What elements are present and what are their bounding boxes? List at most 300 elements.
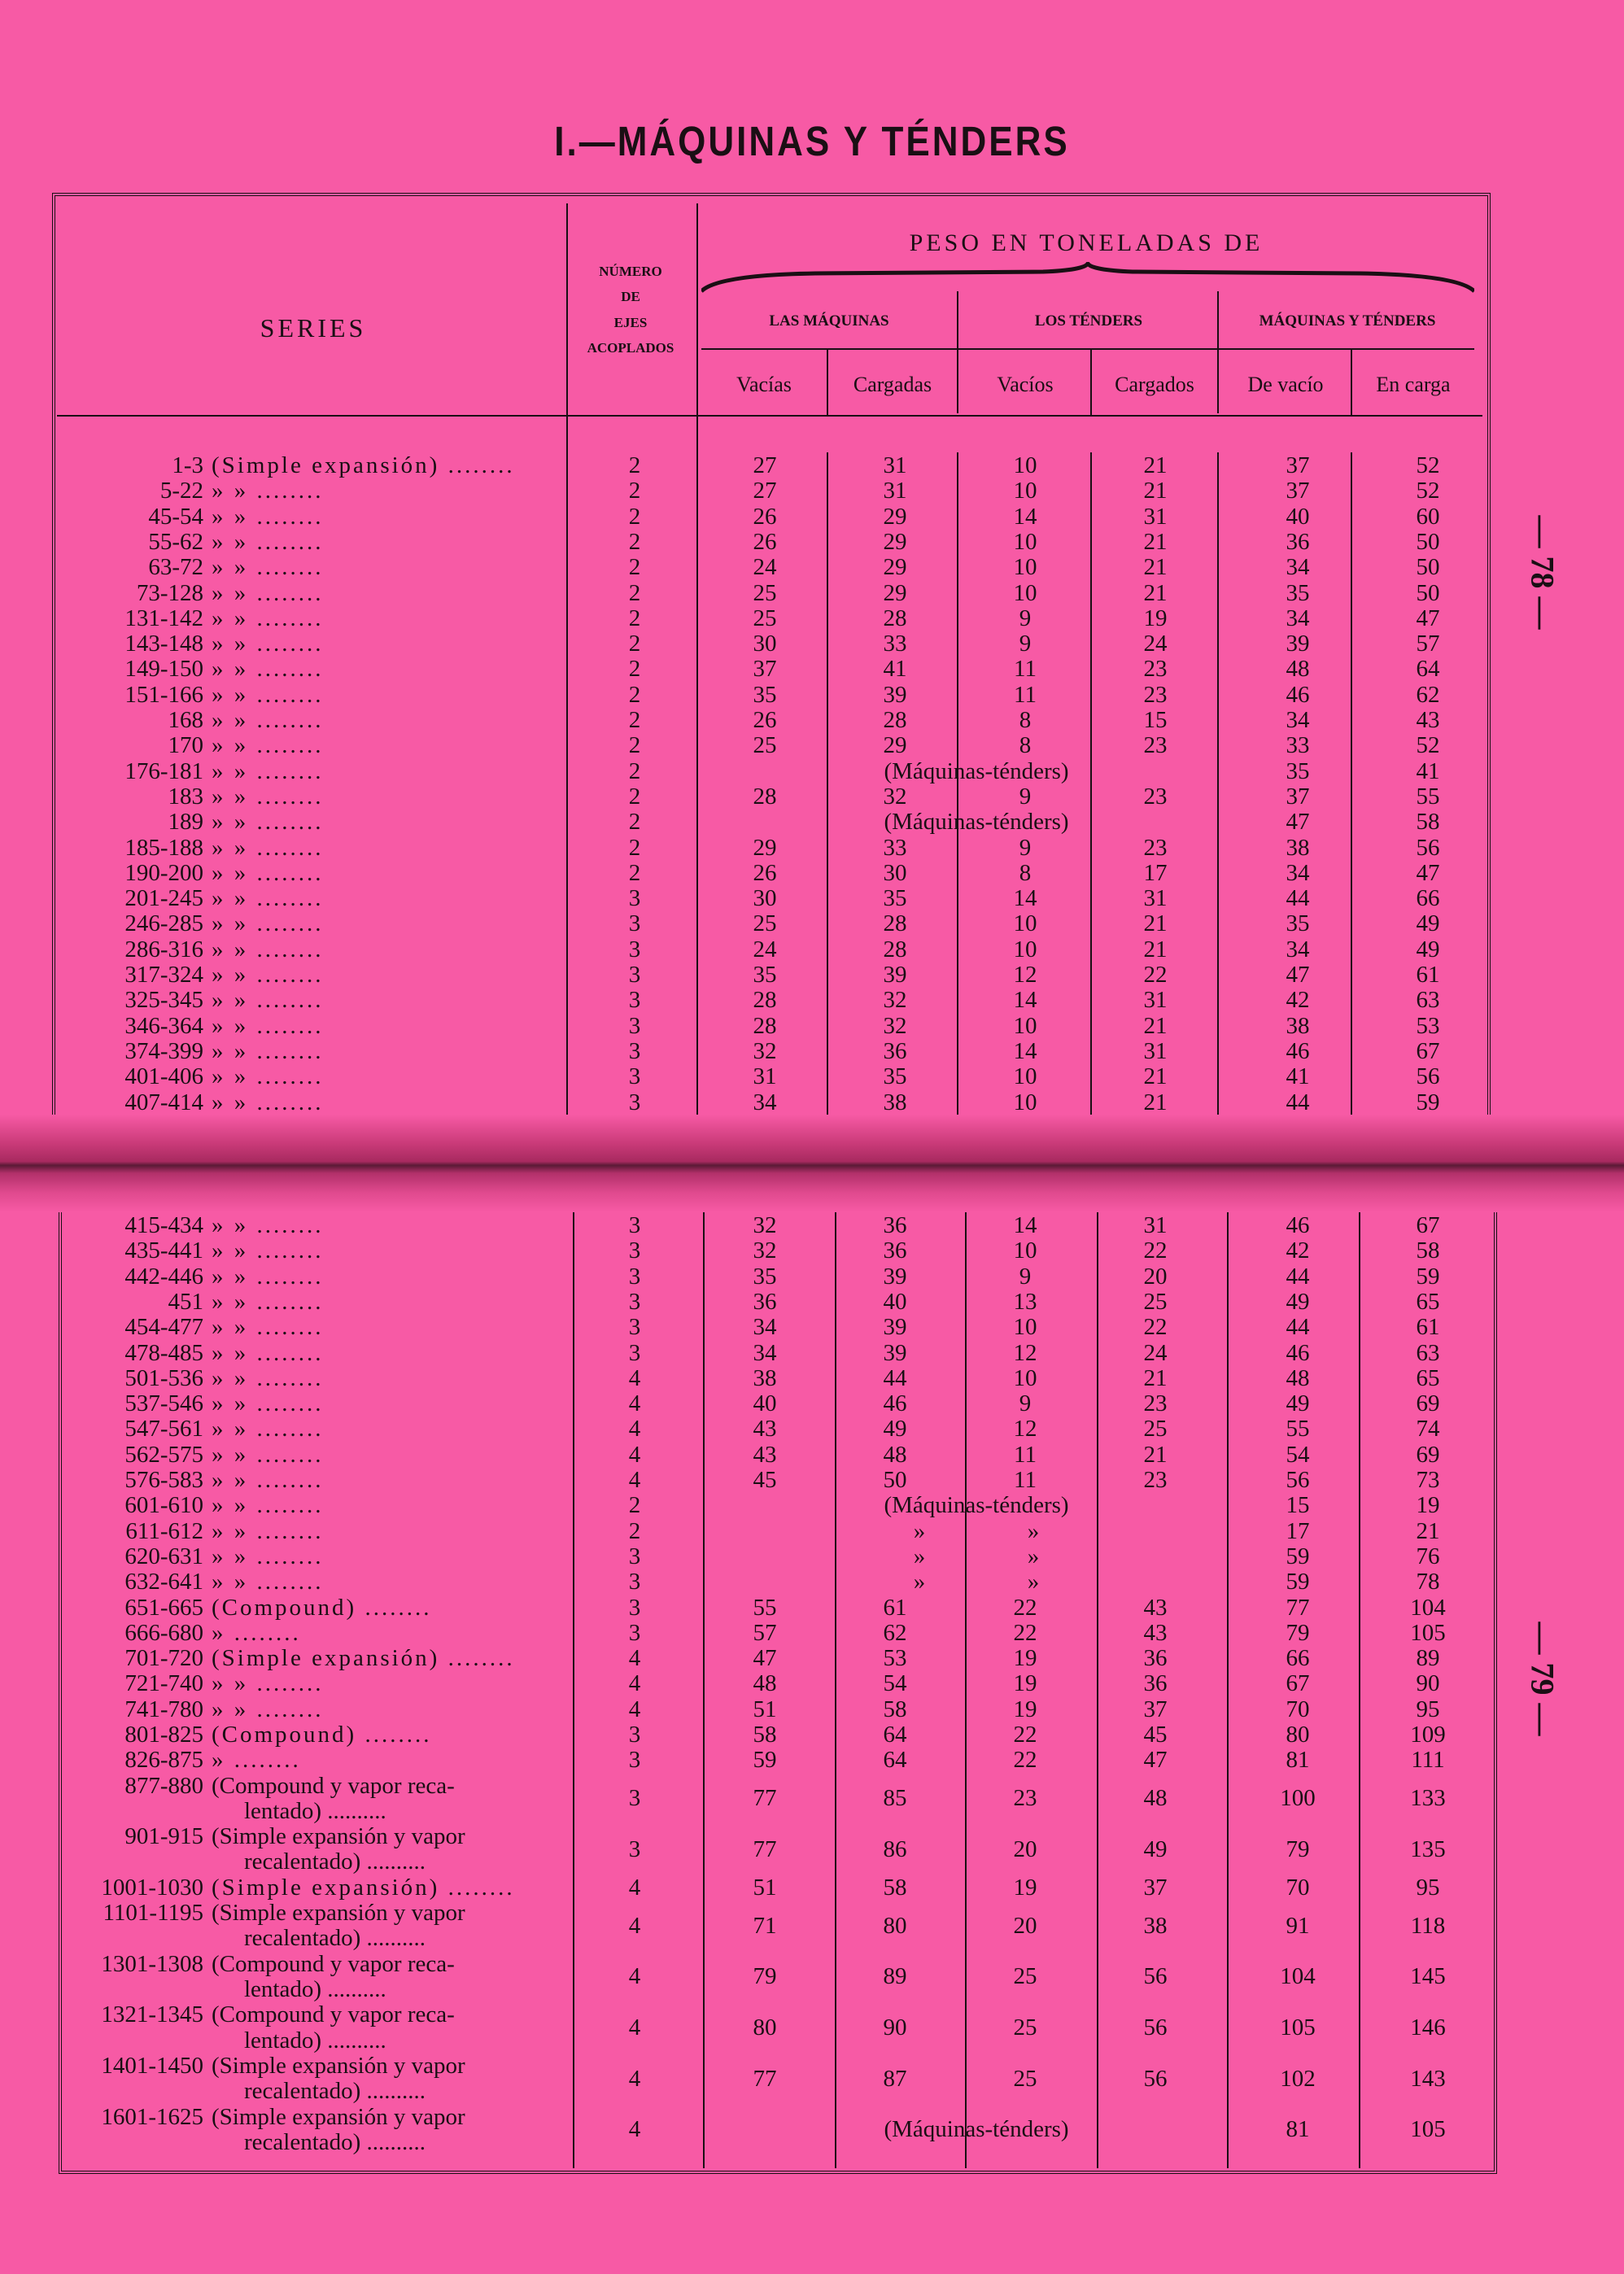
series-cell: 407-414 — [124, 1089, 203, 1115]
value-cell: 56 — [1286, 1467, 1310, 1493]
value-cell: 48 — [883, 1441, 907, 1468]
ditto-cell: » — [913, 1543, 926, 1569]
ditto-cell: » — [1027, 1517, 1040, 1544]
series-cell: 415-434 — [124, 1212, 203, 1238]
table-row — [0, 1722, 1624, 1748]
value-cell: 25 — [753, 605, 777, 631]
value-cell: 22 — [1143, 1237, 1168, 1264]
value-cell: 32 — [753, 1212, 777, 1238]
value-cell: 44 — [1286, 885, 1310, 912]
value-cell: 44 — [1286, 1263, 1310, 1290]
value-cell: 21 — [1416, 1517, 1440, 1544]
value-cell: 44 — [1286, 1314, 1310, 1341]
value-cell: 34 — [1286, 707, 1310, 733]
value-cell: 43 — [1416, 707, 1440, 733]
value-cell: 59 — [1286, 1543, 1310, 1569]
value-cell: 56 — [1416, 834, 1440, 861]
description-cell: (Compound y vapor reca- — [212, 1950, 455, 1977]
series-cell: 741-780 — [124, 1696, 203, 1722]
value-cell: 49 — [883, 1416, 907, 1443]
description-cell: » » ........ — [212, 554, 324, 581]
axles-cell: 4 — [628, 1670, 641, 1697]
table-row — [0, 656, 1624, 682]
value-cell: 13 — [1013, 1288, 1037, 1315]
description-cell: » » ........ — [212, 1416, 324, 1443]
header-col-cargadas: Cargadas — [853, 373, 932, 396]
description-cell: lentado) .......... — [244, 2027, 386, 2054]
value-cell: 51 — [753, 1696, 777, 1722]
value-cell: 21 — [1143, 936, 1168, 962]
page-number-upper: — 78 — — [1524, 515, 1561, 630]
value-cell: 31 — [1143, 1212, 1168, 1238]
value-cell: 39 — [883, 962, 907, 988]
value-cell: 24 — [1143, 631, 1168, 657]
value-cell: 11 — [1014, 681, 1037, 708]
value-cell: 70 — [1286, 1696, 1310, 1722]
value-cell: 59 — [753, 1747, 777, 1774]
series-cell: 374-399 — [124, 1037, 203, 1064]
series-cell: 651-665 — [124, 1594, 203, 1621]
value-cell: 80 — [1286, 1722, 1310, 1748]
value-cell: 22 — [1013, 1747, 1037, 1774]
value-cell: 19 — [1013, 1696, 1037, 1722]
value-cell: 53 — [1416, 1012, 1440, 1039]
axles-cell: 2 — [628, 656, 641, 683]
header-group-maquinas: LAS MÁQUINAS — [769, 312, 889, 330]
value-cell: 19 — [1143, 605, 1168, 631]
axles-cell: 3 — [628, 1835, 641, 1862]
value-cell: 35 — [883, 885, 907, 912]
series-cell: 346-364 — [124, 1012, 203, 1039]
series-cell: 55-62 — [148, 528, 203, 555]
value-cell: 62 — [883, 1619, 907, 1646]
value-cell: 67 — [1286, 1670, 1310, 1697]
value-cell: 58 — [1416, 809, 1440, 836]
value-cell: 90 — [883, 2014, 907, 2040]
value-cell: 80 — [753, 2014, 777, 2040]
axles-cell: 2 — [628, 605, 641, 631]
value-cell: 35 — [1286, 757, 1310, 784]
description-cell: » » ........ — [212, 656, 324, 683]
col-divider — [1217, 291, 1219, 413]
value-cell: 56 — [1143, 2014, 1168, 2040]
table-row — [0, 1467, 1624, 1493]
value-cell: 29 — [883, 528, 907, 555]
axles-cell: 2 — [628, 1517, 641, 1544]
table-row — [0, 2104, 1624, 2155]
note-cell: (Máquinas-ténders) — [884, 757, 1069, 784]
axles-cell: 4 — [628, 1874, 641, 1901]
series-cell: 826-875 — [124, 1747, 203, 1774]
table-row — [0, 2001, 1624, 2053]
series-cell: 170 — [168, 732, 203, 759]
value-cell: 111 — [1411, 1747, 1445, 1774]
description-cell: » » ........ — [212, 1492, 324, 1519]
series-cell: 246-285 — [124, 910, 203, 937]
value-cell: 36 — [1143, 1645, 1168, 1672]
value-cell: 22 — [1143, 1314, 1168, 1341]
value-cell: 32 — [753, 1237, 777, 1264]
value-cell: 64 — [883, 1747, 907, 1774]
series-cell: 1321-1345 — [101, 2001, 203, 2028]
table-row — [0, 707, 1624, 733]
value-cell: 47 — [1286, 809, 1310, 836]
value-cell: 61 — [1416, 962, 1440, 988]
value-cell: 31 — [1143, 1037, 1168, 1064]
series-cell: 562-575 — [124, 1441, 203, 1468]
value-cell: 33 — [883, 834, 907, 861]
value-cell: 12 — [1013, 962, 1037, 988]
note-cell: (Máquinas-ténders) — [884, 809, 1069, 836]
axles-cell: 4 — [628, 1441, 641, 1468]
value-cell: 10 — [1013, 1237, 1037, 1264]
description-cell: (Simple expansión) ........ — [212, 452, 515, 478]
value-cell: 59 — [1416, 1089, 1440, 1115]
value-cell: 25 — [1013, 2065, 1037, 2092]
table-row — [0, 835, 1624, 861]
value-cell: 39 — [1286, 631, 1310, 657]
table-row — [0, 478, 1624, 504]
value-cell: 74 — [1416, 1416, 1440, 1443]
value-cell: 43 — [1143, 1594, 1168, 1621]
description-cell: (Compound y vapor reca- — [212, 2001, 455, 2028]
value-cell: 55 — [1416, 783, 1440, 810]
value-cell: 79 — [1286, 1835, 1310, 1862]
value-cell: 33 — [1286, 732, 1310, 759]
value-cell: 56 — [1416, 1063, 1440, 1090]
value-cell: 22 — [1013, 1594, 1037, 1621]
value-cell: 43 — [753, 1441, 777, 1468]
table-row — [0, 1289, 1624, 1315]
header-peso: PESO EN TONELADAS DE — [909, 229, 1264, 256]
value-cell: 58 — [883, 1874, 907, 1901]
table-row — [0, 504, 1624, 530]
value-cell: 64 — [1416, 656, 1440, 683]
description-cell: » » ........ — [212, 809, 324, 836]
axles-cell: 3 — [628, 1012, 641, 1039]
axles-cell: 3 — [628, 1569, 641, 1595]
value-cell: 39 — [883, 1263, 907, 1290]
value-cell: 76 — [1416, 1543, 1440, 1569]
value-cell: 39 — [883, 1339, 907, 1366]
description-cell: » » ........ — [212, 859, 324, 886]
value-cell: 40 — [753, 1390, 777, 1417]
series-cell: 451 — [168, 1288, 203, 1315]
value-cell: 79 — [1286, 1619, 1310, 1646]
description-cell: » » ........ — [212, 1089, 324, 1115]
axles-cell: 2 — [628, 452, 641, 478]
description-cell: » » ........ — [212, 1467, 324, 1493]
value-cell: 25 — [753, 910, 777, 937]
value-cell: 9 — [1019, 631, 1032, 657]
value-cell: 11 — [1014, 1467, 1037, 1493]
axles-cell: 2 — [628, 528, 641, 555]
header-col-vacias: Vacías — [736, 373, 792, 396]
value-cell: 19 — [1013, 1645, 1037, 1672]
value-cell: 30 — [753, 631, 777, 657]
axles-cell: 2 — [628, 1492, 641, 1519]
value-cell: 71 — [753, 1912, 777, 1939]
description-cell: » » ........ — [212, 757, 324, 784]
value-cell: 56 — [1143, 2065, 1168, 2092]
axles-cell: 3 — [628, 1314, 641, 1341]
value-cell: 143 — [1410, 2065, 1446, 2092]
value-cell: 32 — [753, 1037, 777, 1064]
table-row — [0, 452, 1624, 478]
header-series: SERIES — [260, 313, 367, 343]
value-cell: 81 — [1286, 1747, 1310, 1774]
description-cell: » » ........ — [212, 987, 324, 1014]
axles-cell: 3 — [628, 1339, 641, 1366]
value-cell: 90 — [1416, 1670, 1440, 1697]
table-row — [0, 529, 1624, 555]
ditto-cell: » — [1027, 1569, 1040, 1595]
value-cell: 31 — [1143, 987, 1168, 1014]
description-cell: recalentado) .......... — [244, 1925, 426, 1952]
value-cell: 81 — [1286, 2116, 1310, 2143]
value-cell: 35 — [883, 1063, 907, 1090]
axles-cell: 3 — [628, 1237, 641, 1264]
axles-cell: 3 — [628, 1543, 641, 1569]
value-cell: 21 — [1143, 1089, 1168, 1115]
axles-cell: 3 — [628, 1212, 641, 1238]
value-cell: 89 — [883, 1963, 907, 1990]
description-cell: » » ........ — [212, 631, 324, 657]
value-cell: 10 — [1013, 528, 1037, 555]
description-cell: » » ........ — [212, 707, 324, 733]
header-group-tenders: LOS TÉNDERS — [1034, 312, 1143, 330]
value-cell: 23 — [1143, 1467, 1168, 1493]
value-cell: 10 — [1013, 1089, 1037, 1115]
value-cell: 31 — [883, 452, 907, 478]
value-cell: 14 — [1013, 503, 1037, 530]
value-cell: 9 — [1019, 605, 1032, 631]
value-cell: 23 — [1013, 1785, 1037, 1812]
value-cell: 55 — [1286, 1416, 1310, 1443]
value-cell: 32 — [883, 783, 907, 810]
value-cell: 31 — [1143, 503, 1168, 530]
value-cell: 20 — [1143, 1263, 1168, 1290]
value-cell: 15 — [1286, 1492, 1310, 1519]
header-ejes-line: DE — [621, 289, 640, 305]
value-cell: 14 — [1013, 1212, 1037, 1238]
series-cell: 620-631 — [124, 1543, 203, 1569]
table-row — [0, 1492, 1624, 1518]
series-cell: 190-200 — [124, 859, 203, 886]
table-row — [0, 631, 1624, 657]
value-cell: 47 — [1416, 605, 1440, 631]
series-cell: 201-245 — [124, 885, 203, 912]
axles-cell: 4 — [628, 2014, 641, 2040]
value-cell: 145 — [1410, 1963, 1446, 1990]
ditto-cell: » — [913, 1517, 926, 1544]
axles-cell: 3 — [628, 1785, 641, 1812]
value-cell: 29 — [883, 503, 907, 530]
value-cell: 61 — [1416, 1314, 1440, 1341]
series-cell: 901-915 — [124, 1823, 203, 1850]
value-cell: 50 — [1416, 554, 1440, 581]
header-col-cargados: Cargados — [1115, 373, 1194, 396]
table-row — [0, 910, 1624, 936]
value-cell: 56 — [1143, 1963, 1168, 1990]
series-cell: 149-150 — [124, 656, 203, 683]
value-cell: 12 — [1013, 1339, 1037, 1366]
table-row — [0, 885, 1624, 911]
series-cell: 189 — [168, 809, 203, 836]
value-cell: 59 — [1286, 1569, 1310, 1595]
value-cell: 36 — [883, 1212, 907, 1238]
description-cell: lentado) .......... — [244, 1975, 386, 2002]
value-cell: 65 — [1416, 1288, 1440, 1315]
value-cell: 42 — [1286, 987, 1310, 1014]
header-ejes-line: EJES — [613, 314, 648, 330]
table-row — [0, 1696, 1624, 1722]
description-cell: (Simple expansión y vapor — [212, 1900, 465, 1927]
description-cell: » » ........ — [212, 579, 324, 606]
description-cell: recalentado) .......... — [244, 2078, 426, 2105]
value-cell: 35 — [1286, 579, 1310, 606]
value-cell: 109 — [1410, 1722, 1446, 1748]
value-cell: 14 — [1013, 987, 1037, 1014]
value-cell: 58 — [1416, 1237, 1440, 1264]
table-row — [0, 1595, 1624, 1621]
value-cell: 34 — [1286, 936, 1310, 962]
description-cell: » » ........ — [212, 1390, 324, 1417]
series-cell: 1001-1030 — [101, 1874, 203, 1901]
value-cell: 48 — [1143, 1785, 1168, 1812]
value-cell: 80 — [883, 1912, 907, 1939]
table-row — [0, 1038, 1624, 1064]
description-cell: » » ........ — [212, 1364, 324, 1391]
axles-cell: 3 — [628, 1747, 641, 1774]
value-cell: 44 — [1286, 1089, 1310, 1115]
value-cell: 133 — [1410, 1785, 1446, 1812]
value-cell: 100 — [1280, 1785, 1316, 1812]
axles-cell: 4 — [628, 1696, 641, 1722]
description-cell: » » ........ — [212, 1012, 324, 1039]
value-cell: 23 — [1143, 834, 1168, 861]
value-cell: 85 — [883, 1785, 907, 1812]
description-cell: » » ........ — [212, 1569, 324, 1595]
value-cell: 59 — [1416, 1263, 1440, 1290]
description-cell: » » ........ — [212, 1288, 324, 1315]
value-cell: 52 — [1416, 452, 1440, 478]
value-cell: 10 — [1013, 936, 1037, 962]
series-cell: 632-641 — [124, 1569, 203, 1595]
value-cell: 24 — [753, 554, 777, 581]
value-cell: 29 — [883, 579, 907, 606]
value-cell: 63 — [1416, 987, 1440, 1014]
value-cell: 12 — [1013, 1416, 1037, 1443]
value-cell: 28 — [883, 707, 907, 733]
series-cell: 168 — [168, 707, 203, 733]
value-cell: 10 — [1013, 1012, 1037, 1039]
value-cell: 48 — [1286, 1364, 1310, 1391]
value-cell: 31 — [883, 478, 907, 504]
value-cell: 36 — [1143, 1670, 1168, 1697]
axles-cell: 4 — [628, 1912, 641, 1939]
value-cell: 38 — [1286, 834, 1310, 861]
value-cell: 10 — [1013, 1314, 1037, 1341]
table-row — [0, 758, 1624, 784]
table-row — [0, 1416, 1624, 1442]
value-cell: 52 — [1416, 732, 1440, 759]
value-cell: 10 — [1013, 910, 1037, 937]
value-cell: 24 — [753, 936, 777, 962]
table-row — [0, 1212, 1624, 1238]
series-cell: 131-142 — [124, 605, 203, 631]
value-cell: 8 — [1019, 732, 1032, 759]
series-cell: 547-561 — [124, 1416, 203, 1443]
value-cell: 35 — [753, 1263, 777, 1290]
value-cell: 19 — [1013, 1874, 1037, 1901]
value-cell: 25 — [1013, 1963, 1037, 1990]
value-cell: 32 — [883, 987, 907, 1014]
table-row — [0, 1390, 1624, 1416]
axles-cell: 4 — [628, 1364, 641, 1391]
description-cell: » » ........ — [212, 1314, 324, 1341]
table-row — [0, 1063, 1624, 1089]
series-cell: 576-583 — [124, 1467, 203, 1493]
series-cell: 537-546 — [124, 1390, 203, 1417]
table-row — [0, 1518, 1624, 1544]
axles-cell: 2 — [628, 757, 641, 784]
series-cell: 701-720 — [124, 1645, 203, 1672]
value-cell: 35 — [1286, 910, 1310, 937]
series-cell: 325-345 — [124, 987, 203, 1014]
value-cell: 38 — [1286, 1012, 1310, 1039]
table-row — [0, 1543, 1624, 1569]
value-cell: 46 — [883, 1390, 907, 1417]
series-cell: 176-181 — [124, 757, 203, 784]
value-cell: 48 — [753, 1670, 777, 1697]
value-cell: 40 — [883, 1288, 907, 1315]
value-cell: 10 — [1013, 579, 1037, 606]
value-cell: 50 — [1416, 579, 1440, 606]
series-cell: 611-612 — [125, 1517, 203, 1544]
description-cell: » » ........ — [212, 681, 324, 708]
description-cell: (Compound y vapor reca- — [212, 1772, 455, 1799]
value-cell: 105 — [1410, 1619, 1446, 1646]
table-row — [0, 1620, 1624, 1646]
value-cell: 21 — [1143, 579, 1168, 606]
axles-cell: 2 — [628, 681, 641, 708]
value-cell: 10 — [1013, 1364, 1037, 1391]
table-row — [0, 1900, 1624, 1951]
axles-cell: 4 — [628, 2065, 641, 2092]
table-row — [0, 1314, 1624, 1340]
series-cell: 286-316 — [124, 936, 203, 962]
value-cell: 38 — [1143, 1912, 1168, 1939]
value-cell: 22 — [1013, 1619, 1037, 1646]
col-divider — [957, 291, 958, 413]
value-cell: 48 — [1286, 656, 1310, 683]
value-cell: 28 — [753, 1012, 777, 1039]
axles-cell: 2 — [628, 707, 641, 733]
table-row — [0, 1823, 1624, 1875]
value-cell: 87 — [883, 2065, 907, 2092]
series-cell: 5-22 — [159, 478, 203, 504]
axles-cell: 2 — [628, 503, 641, 530]
value-cell: 43 — [1143, 1619, 1168, 1646]
value-cell: 67 — [1416, 1037, 1440, 1064]
value-cell: 146 — [1410, 2014, 1446, 2040]
value-cell: 9 — [1019, 783, 1032, 810]
value-cell: 11 — [1014, 656, 1037, 683]
value-cell: 77 — [753, 2065, 777, 2092]
value-cell: 28 — [883, 936, 907, 962]
value-cell: 36 — [753, 1288, 777, 1315]
